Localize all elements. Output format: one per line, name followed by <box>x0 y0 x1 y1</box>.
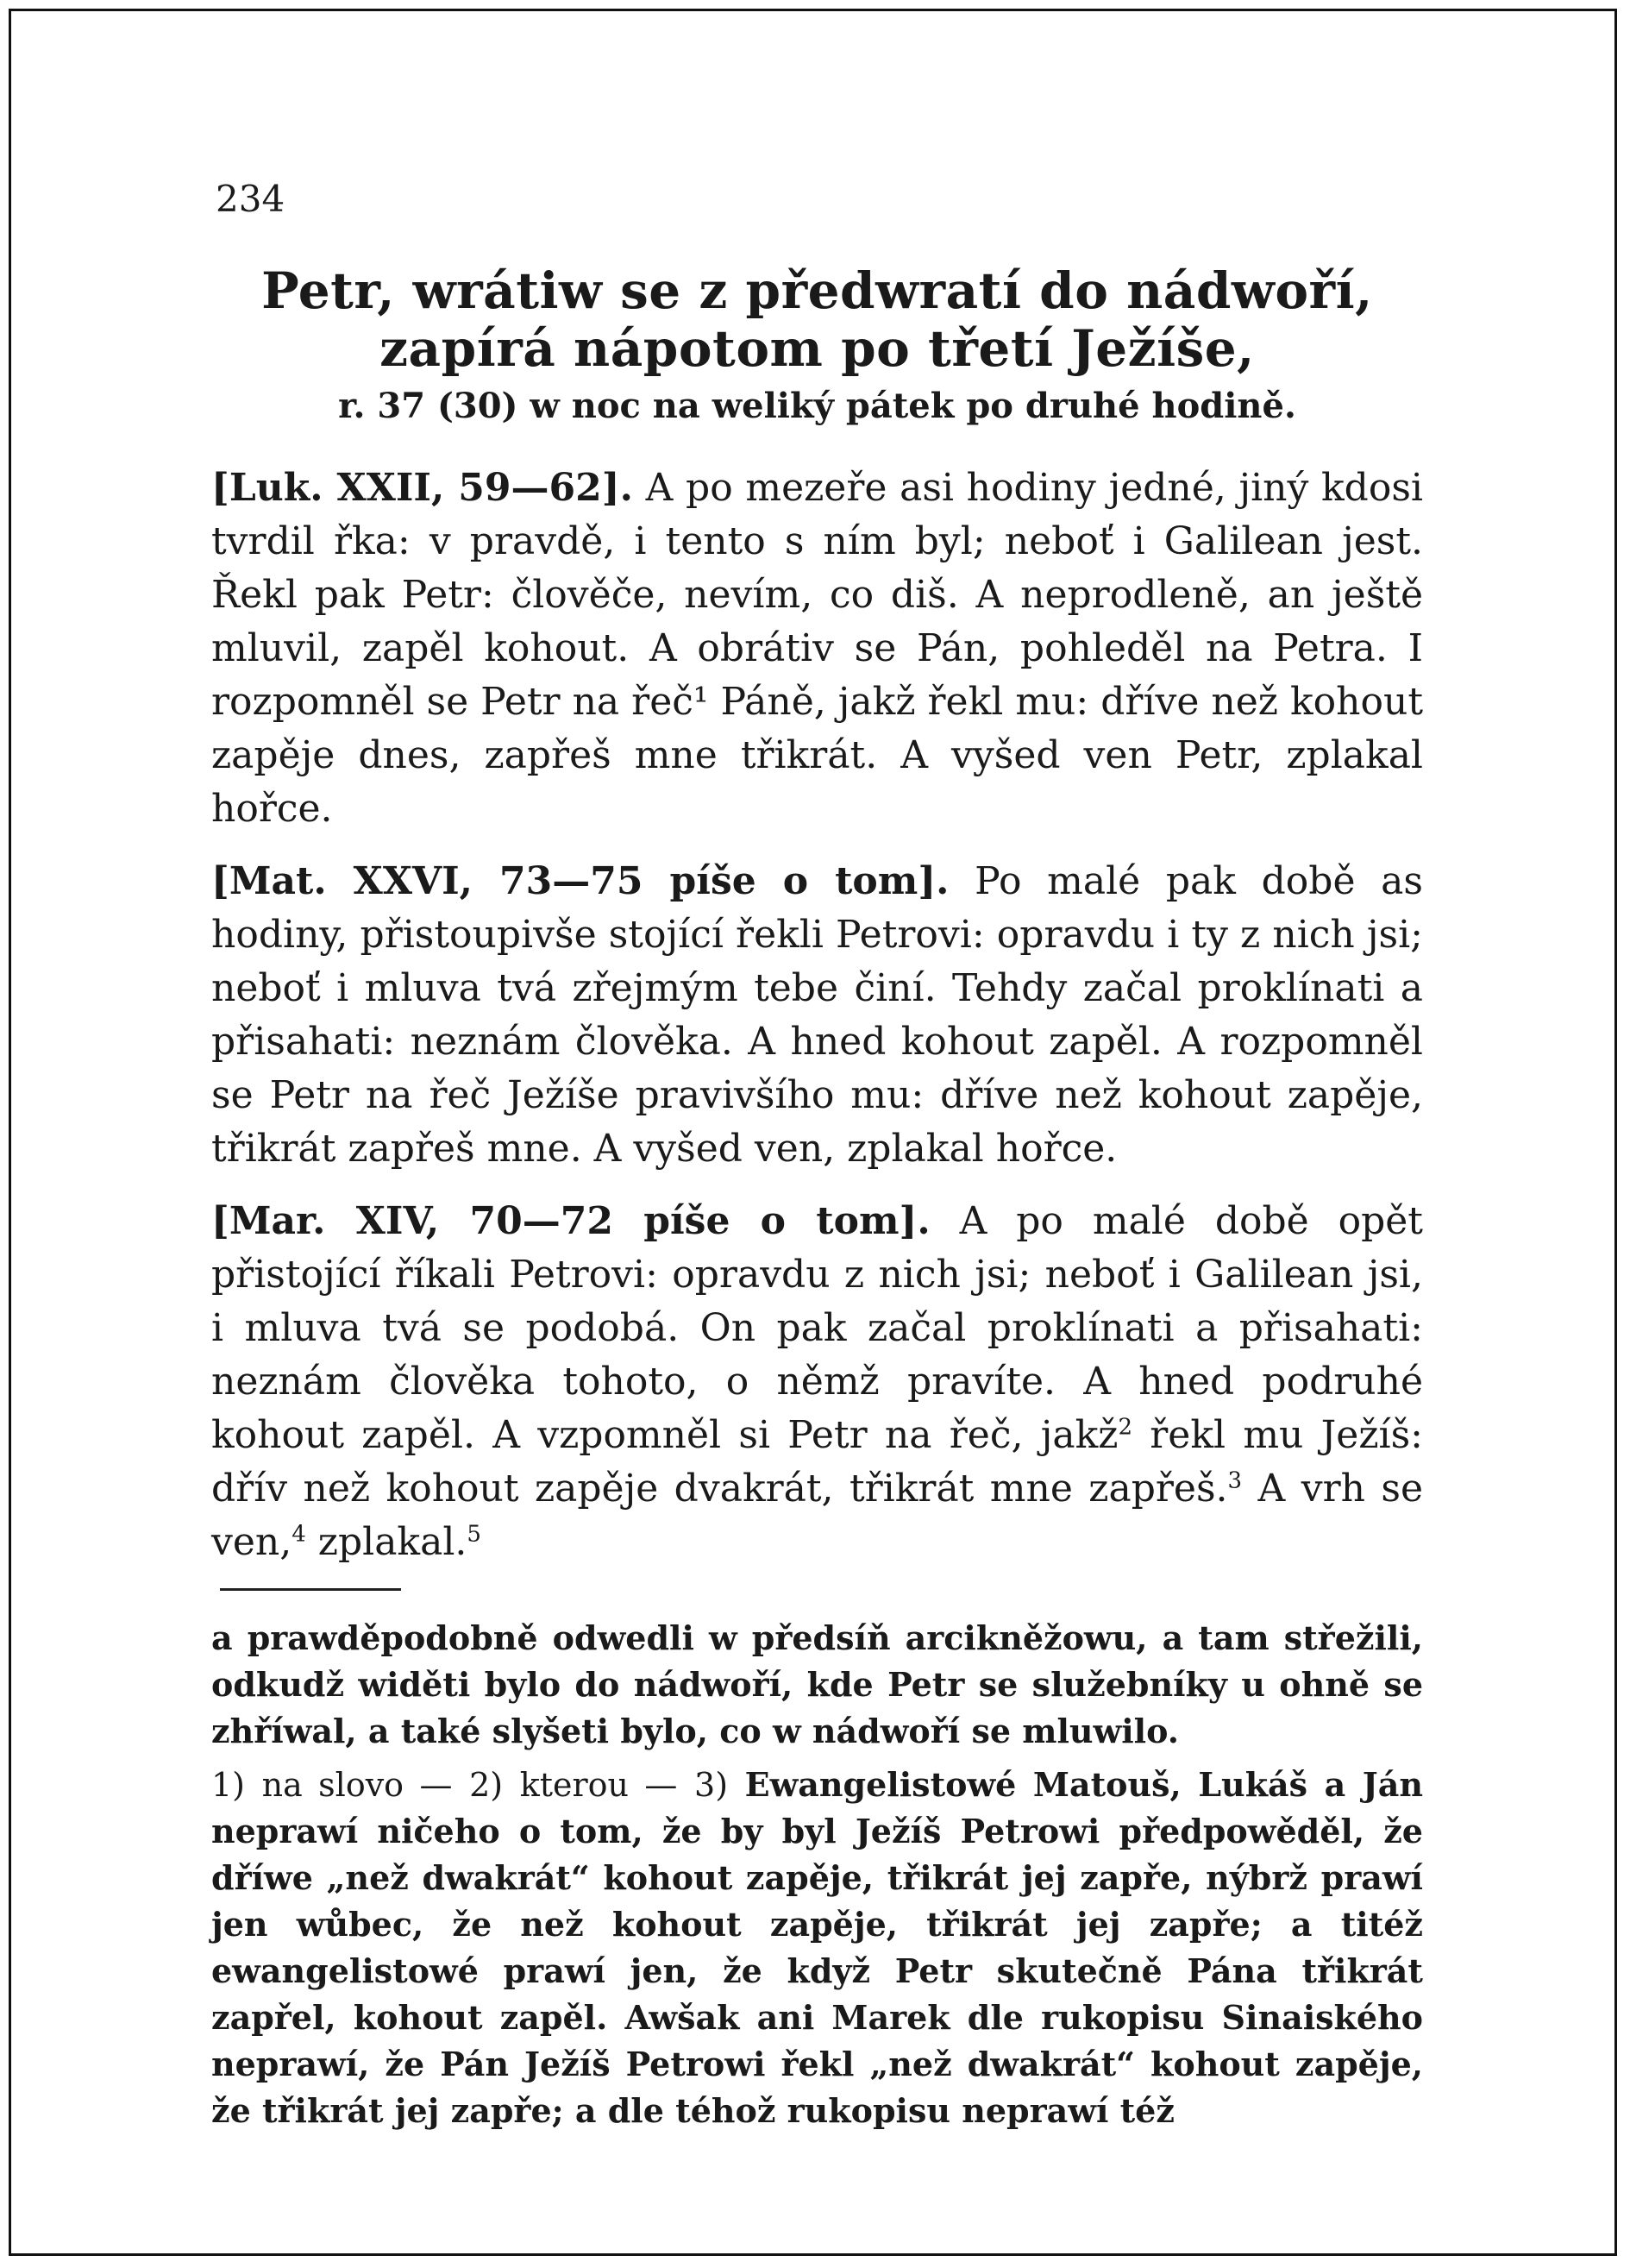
paragraph-matthew <box>211 855 1423 1176</box>
footnote-number: 3) <box>694 1766 729 1805</box>
footnote-marker: 2 <box>1118 1414 1132 1441</box>
paragraph-luke <box>211 462 1423 836</box>
paragraph-text: A po mezeře asi hodiny jedné, jiný kdosi tvrdil řka: v pravdě, i tento s ním byl; neboť i Galilean jest. Řekl pak Petr: člověče, nevím, co diš. A neprodleně, an ještě mluvil, zapěl kohout. A obrátiv se Pán, pohleděl na Petra. I rozpomněl se Petr na řeč¹ Páně, jakž řekl mu: dříve než kohout zapěje dnes, zapřeš mne třikrát. A vyšed ven Petr, zplakal hořce. <box>211 466 1423 832</box>
paragraph-text: řekl mu Ježíš: dřív než kohout zapěje dvakrát, třikrát mne zapřeš. <box>211 1413 1423 1511</box>
footnote-text: kterou — <box>519 1766 678 1805</box>
paragraph-text: A po malé době opět přistojící říkali Petrovi: opravdu z nich jsi; neboť i Galilean jsi, i mluva tvá se podobá. On pak začal proklínati a přisahati: neznám člověka tohoto, o němž pravíte. A hned podruhé kohout zapěl. A vzpomněl si Petr na řeč, jakž <box>211 1199 1423 1458</box>
footnote-marker: 5 <box>467 1521 481 1548</box>
chapter-title: Petr, wrátiw se z předwratí do nádwoří, zapírá nápotom po třetí Ježíše, <box>261 261 1373 378</box>
footnote-text: na slovo — <box>261 1766 453 1805</box>
footnote-marker: 4 <box>292 1521 306 1548</box>
footnote-text: Ewangelistowé Matouš, Lukáš a Ján neprawí ničeho o tom, že by byl Ježíš Petrowi předpowěděl, že dříwe „než dwakrát“ kohout zapěje, třikrát jej zapře, nýbrž prawí jen wůbec, že než kohout zapěje, třikrát jej zapře; a titéž ewangelistowé prawí jen, že když Petr skutečně Pána třikrát zapřel, kohout zapěl. Awšak ani Marek dle rukopisu Sinaiského neprawí, že Pán Ježíš Petrowi řekl „než dwakrát“ kohout zapěje, že třikrát jej zapře; a dle téhož rukopisu neprawí též <box>211 1765 1424 2131</box>
footnote-marker: 3 <box>1227 1467 1243 1494</box>
footnote-continuation: a prawděpodobně odwedli w předsíň arcikněžowu, a tam střežili, odkudž widěti bylo do nádwoří, kde Petr se služebníky u ohně se zhříwal, a také slyšeti bylo, co w nádwoří se mluwilo. <box>211 1618 1423 1751</box>
footnote-number: 1) <box>211 1766 246 1805</box>
footnotes <box>211 1762 1423 2134</box>
paragraph-text: zplakal. <box>317 1520 467 1565</box>
chapter-subtitle: r. 37 (30) w noc na weliký pátek po druhé hodině. <box>338 386 1296 427</box>
reference-matthew: [Mat. XXVI, 73—75 píše o tom]. <box>211 859 950 904</box>
paragraph-mark <box>211 1195 1423 1569</box>
page-number: 234 <box>216 178 285 220</box>
reference-luke: [Luk. XXII, 59—62]. <box>211 466 633 511</box>
footnote-divider <box>220 1588 401 1591</box>
paragraph-text: Po malé pak době as hodiny, přistoupivše stojící řekli Petrovi: opravdu i ty z nich jsi; neboť i mluva tvá zřejmým tebe činí. Tehdy začal proklínati a přisahati: neznám člověka. A hned kohout zapěl. A rozpomněl se Petr na řeč Ježíše pravivšího mu: dříve než kohout zapěje, třikrát zapřeš mne. A vyšed ven, zplakal hořce. <box>211 859 1423 1172</box>
paragraph-text: A vrh se ven, <box>211 1467 1423 1565</box>
footnote-number: 2) <box>469 1766 504 1805</box>
reference-mark: [Mar. XIV, 70—72 píše o tom]. <box>211 1199 931 1244</box>
book-page <box>211 178 1424 2134</box>
